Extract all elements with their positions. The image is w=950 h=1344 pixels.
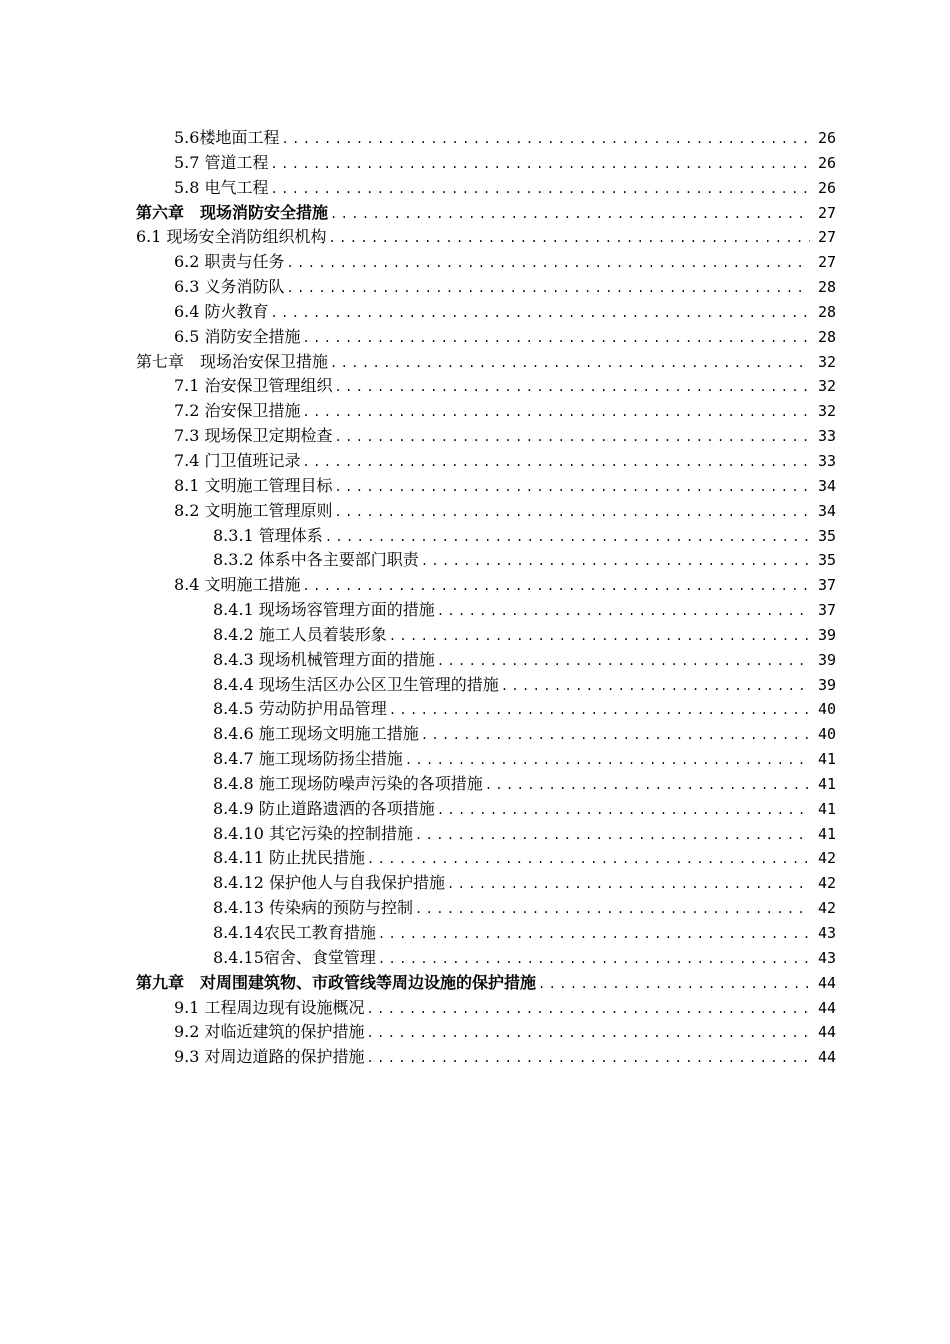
toc-dot-leader <box>538 972 810 997</box>
toc-page-number: 27 <box>817 253 836 272</box>
toc-entry-title: 8.4.14农民工教育措施 <box>213 923 376 942</box>
toc-entry-title: 8.4.4 现场生活区办公区卫生管理的措施 <box>213 674 499 694</box>
toc-entry-title: 6.3 义务消防队 <box>174 277 285 297</box>
toc-page-number: 37 <box>817 601 836 620</box>
toc-entry-title: 6.1 现场安全消防组织机构 <box>136 227 327 247</box>
toc-entry[interactable] <box>0 250 950 275</box>
toc-dot-leader <box>415 897 810 922</box>
toc-entry-title: 8.4.11 防止扰民措施 <box>213 848 365 868</box>
toc-dot-leader <box>335 475 810 500</box>
toc-entry-title: 第七章 现场治安保卫措施 <box>136 351 329 371</box>
toc-dot-leader <box>303 326 810 351</box>
toc-entry-title: 9.2 对临近建筑的保护措施 <box>174 1022 365 1042</box>
toc-dot-leader <box>325 525 810 550</box>
toc-entry[interactable] <box>0 673 950 698</box>
toc-entry[interactable] <box>0 573 950 598</box>
toc-dot-leader <box>405 748 810 773</box>
toc-entry-title: 8.3.1 管理体系 <box>213 525 323 545</box>
toc-entry[interactable] <box>0 946 950 971</box>
toc-dot-leader <box>367 1046 810 1071</box>
toc-entry[interactable] <box>0 399 950 424</box>
toc-page-number: 43 <box>817 924 836 942</box>
toc-page-number: 39 <box>817 675 836 694</box>
toc-dot-leader <box>335 375 810 400</box>
toc-entry[interactable] <box>0 971 950 996</box>
toc-dot-leader <box>281 127 810 152</box>
toc-entry-title: 8.4.12 保护他人与自我保护措施 <box>213 873 445 893</box>
toc-entry[interactable] <box>0 424 950 449</box>
toc-page-number: 33 <box>817 451 836 470</box>
toc-dot-leader <box>303 450 810 475</box>
toc-page-number: 39 <box>817 650 836 669</box>
toc-entry[interactable] <box>0 1045 950 1070</box>
toc-page-number: 26 <box>817 178 836 197</box>
toc-entry-title: 8.4.8 施工现场防噪声污染的各项措施 <box>213 773 483 793</box>
toc-page-number: 34 <box>817 501 836 520</box>
toc-page-number: 39 <box>817 625 836 644</box>
toc-page-number: 43 <box>817 948 836 967</box>
toc-entry-title: 9.1 工程周边现有设施概况 <box>174 997 365 1017</box>
toc-entry[interactable] <box>0 1020 950 1045</box>
toc-entry[interactable] <box>0 499 950 524</box>
toc-entry[interactable] <box>0 151 950 176</box>
toc-dot-leader <box>389 698 810 723</box>
toc-page-number: 35 <box>817 526 836 545</box>
toc-dot-leader <box>437 599 810 624</box>
toc-entry[interactable] <box>0 996 950 1021</box>
toc-dot-leader <box>447 872 810 897</box>
toc-entry[interactable] <box>0 896 950 921</box>
toc-entry[interactable] <box>0 300 950 325</box>
toc-dot-leader <box>367 847 810 872</box>
toc-entry[interactable] <box>0 126 950 151</box>
toc-dot-leader <box>421 723 810 748</box>
toc-page-number: 34 <box>817 476 836 495</box>
toc-entry-title: 8.2 文明施工管理原则 <box>174 500 333 520</box>
toc-dot-leader <box>378 947 810 972</box>
toc-entry-title: 7.4 门卫值班记录 <box>174 450 301 470</box>
toc-entry-title: 7.3 现场保卫定期检查 <box>174 426 333 446</box>
toc-entry[interactable] <box>0 374 950 399</box>
toc-page-number: 37 <box>817 576 836 595</box>
toc-entry-title: 6.5 消防安全措施 <box>174 326 301 346</box>
toc-dot-leader <box>271 177 810 202</box>
toc-page-number: 28 <box>817 278 836 297</box>
toc-entry[interactable] <box>0 697 950 722</box>
toc-entry[interactable] <box>0 846 950 871</box>
toc-page-number: 42 <box>817 874 836 893</box>
toc-dot-leader <box>335 500 810 525</box>
toc-dot-leader <box>330 202 810 227</box>
toc-entry[interactable] <box>0 598 950 623</box>
toc-entry[interactable] <box>0 275 950 300</box>
toc-entry-title: 8.4.15宿舍、食堂管理 <box>213 947 376 967</box>
toc-dot-leader <box>437 649 810 674</box>
toc-entry-title: 8.4.13 传染病的预防与控制 <box>213 898 413 918</box>
toc-entry-title: 8.4.3 现场机械管理方面的措施 <box>213 649 435 669</box>
toc-page-number: 32 <box>817 402 836 421</box>
toc-dot-leader <box>415 823 810 848</box>
toc-entry[interactable] <box>0 797 950 822</box>
toc-entry-title: 8.4.5 劳动防护用品管理 <box>213 699 387 719</box>
toc-entry[interactable] <box>0 474 950 499</box>
toc-dot-leader <box>329 226 810 251</box>
toc-entry-title: 8.4.6 施工现场文明施工措施 <box>213 724 419 744</box>
toc-entry-title: 5.6楼地面工程 <box>174 128 280 147</box>
toc-dot-leader <box>421 549 810 574</box>
toc-dot-leader <box>271 301 810 326</box>
toc-dot-leader <box>287 251 810 276</box>
toc-page-number: 26 <box>817 129 836 147</box>
toc-page-number: 40 <box>817 725 836 744</box>
toc-entry[interactable] <box>0 524 950 549</box>
toc-entry[interactable] <box>0 176 950 201</box>
toc-dot-leader <box>389 624 810 649</box>
toc-dot-leader <box>330 351 810 376</box>
table-of-contents <box>0 126 950 1070</box>
toc-dot-leader <box>367 997 810 1022</box>
toc-entry-title: 8.4 文明施工措施 <box>174 575 301 595</box>
toc-entry[interactable] <box>0 921 950 946</box>
toc-entry-title: 8.1 文明施工管理目标 <box>174 475 333 495</box>
toc-entry[interactable] <box>0 350 950 375</box>
toc-entry[interactable] <box>0 623 950 648</box>
toc-entry[interactable] <box>0 648 950 673</box>
toc-entry[interactable] <box>0 548 950 573</box>
toc-entry-title: 7.1 治安保卫管理组织 <box>174 376 333 396</box>
toc-entry[interactable] <box>0 225 950 250</box>
toc-entry-title: 8.4.10 其它污染的控制措施 <box>213 823 413 843</box>
toc-entry[interactable] <box>0 201 950 226</box>
toc-entry[interactable] <box>0 747 950 772</box>
toc-entry-title: 9.3 对周边道路的保护措施 <box>174 1047 365 1067</box>
toc-dot-leader <box>437 798 810 823</box>
toc-entry-title: 8.4.9 防止道路遗洒的各项措施 <box>213 798 435 818</box>
toc-entry-title: 第九章 对周围建筑物、市政管线等周边设施的保护措施 <box>136 972 537 992</box>
toc-entry[interactable] <box>0 822 950 847</box>
toc-page-number: 27 <box>817 228 836 247</box>
toc-entry[interactable] <box>0 722 950 747</box>
toc-page-number: 32 <box>817 352 836 371</box>
toc-dot-leader <box>485 773 810 798</box>
toc-page-number: 42 <box>817 849 836 868</box>
toc-dot-leader <box>287 276 810 301</box>
toc-page-number: 41 <box>817 824 836 843</box>
toc-entry-title: 8.4.1 现场场容管理方面的措施 <box>213 600 435 620</box>
toc-dot-leader <box>303 574 810 599</box>
toc-page-number: 41 <box>817 774 836 793</box>
toc-page-number: 40 <box>817 700 836 719</box>
toc-entry-title: 8.3.2 体系中各主要部门职责 <box>213 550 419 570</box>
toc-entry-title: 6.4 防火教育 <box>174 301 269 321</box>
toc-page-number: 44 <box>817 973 836 992</box>
toc-entry[interactable] <box>0 772 950 797</box>
toc-page-number: 28 <box>817 302 836 321</box>
toc-dot-leader <box>303 400 810 425</box>
toc-page-number: 42 <box>817 899 836 918</box>
toc-page-number: 41 <box>817 750 836 769</box>
toc-entry[interactable] <box>0 449 950 474</box>
toc-page-number: 44 <box>817 1048 836 1067</box>
toc-dot-leader <box>367 1021 810 1046</box>
toc-page-number: 35 <box>817 551 836 570</box>
toc-dot-leader <box>271 152 810 177</box>
toc-page-number: 28 <box>817 327 836 346</box>
toc-entry-title: 8.4.7 施工现场防扬尘措施 <box>213 749 403 769</box>
toc-page-number: 27 <box>817 203 836 222</box>
toc-page-number: 26 <box>817 153 836 172</box>
toc-page-number: 44 <box>817 998 836 1017</box>
toc-entry[interactable] <box>0 325 950 350</box>
toc-dot-leader <box>378 922 810 947</box>
toc-entry-title: 5.8 电气工程 <box>174 177 269 197</box>
toc-entry[interactable] <box>0 871 950 896</box>
toc-page-number: 32 <box>817 377 836 396</box>
toc-entry-title: 5.7 管道工程 <box>174 152 269 172</box>
toc-entry-title: 7.2 治安保卫措施 <box>174 401 301 421</box>
toc-page-number: 41 <box>817 799 836 818</box>
toc-dot-leader <box>501 674 810 699</box>
toc-dot-leader <box>335 425 810 450</box>
toc-page-number: 33 <box>817 427 836 446</box>
toc-entry-title: 第六章 现场消防安全措施 <box>136 202 329 222</box>
toc-entry-title: 8.4.2 施工人员着装形象 <box>213 624 387 644</box>
toc-page-number: 44 <box>817 1023 836 1042</box>
toc-entry-title: 6.2 职责与任务 <box>174 252 285 272</box>
